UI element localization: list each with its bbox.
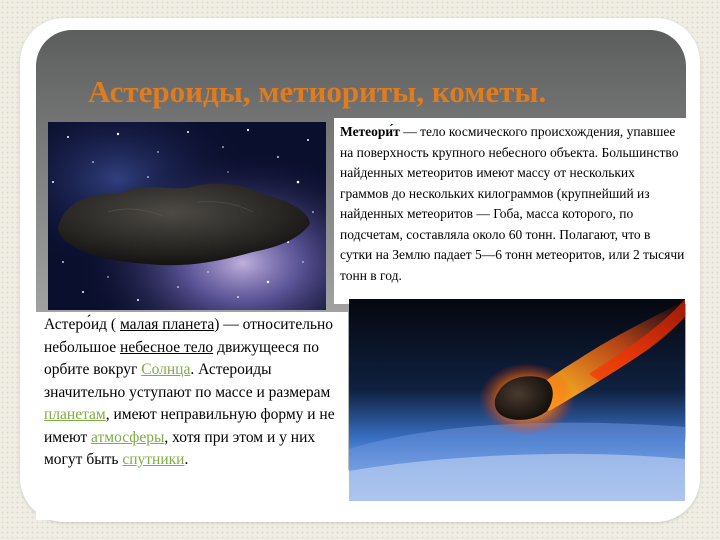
asteroid-text-part: , хотя при этом и у них могут быть [44,428,316,468]
link-sun[interactable]: Солнца [141,361,191,378]
asteroid-paragraph [44,314,344,472]
meteorite-definition: — тело космического происхождения, упавшее на поверхность крупного небесного объекта. Большинство найденных метеоритов имеют массу от нескольких граммов до нескольких килограммов (крупнейший из найденных метеоритов — Гоба, масса которого, по подсчетам, составляла около 60 тонн. Полагают, что в сутки на Землю падает 5—6 тонн метеоритов, или 2 тысячи тонн в год. [340,124,685,283]
meteorite-term: Метеори́т [340,124,400,139]
slide-title: Астероиды, метиориты, кометы. [88,74,547,109]
asteroid-text-part: , имеют неправильную форму и не имеют [44,406,335,446]
asteroid-image [48,122,326,310]
asteroid-text-part: . [184,451,189,468]
link-satellites[interactable]: спутники [122,451,185,468]
link-celestial-body[interactable]: небесное тело [120,338,214,356]
link-small-planet[interactable]: малая планета [119,316,215,333]
meteor-image [349,299,685,501]
asteroid-text-part: движущееся по орбите вокруг [44,338,320,378]
asteroid-text-part: . Астероиды значительно уступают по массе и размерам [44,361,331,401]
asteroid-text-part: Астеро́ид ( [44,316,120,333]
asteroid-text-part: ) — относительно небольшое [44,316,334,356]
link-atmospheres[interactable]: атмосферы [91,428,165,446]
link-planets[interactable]: планетам [44,406,106,423]
meteorite-paragraph [340,122,686,286]
